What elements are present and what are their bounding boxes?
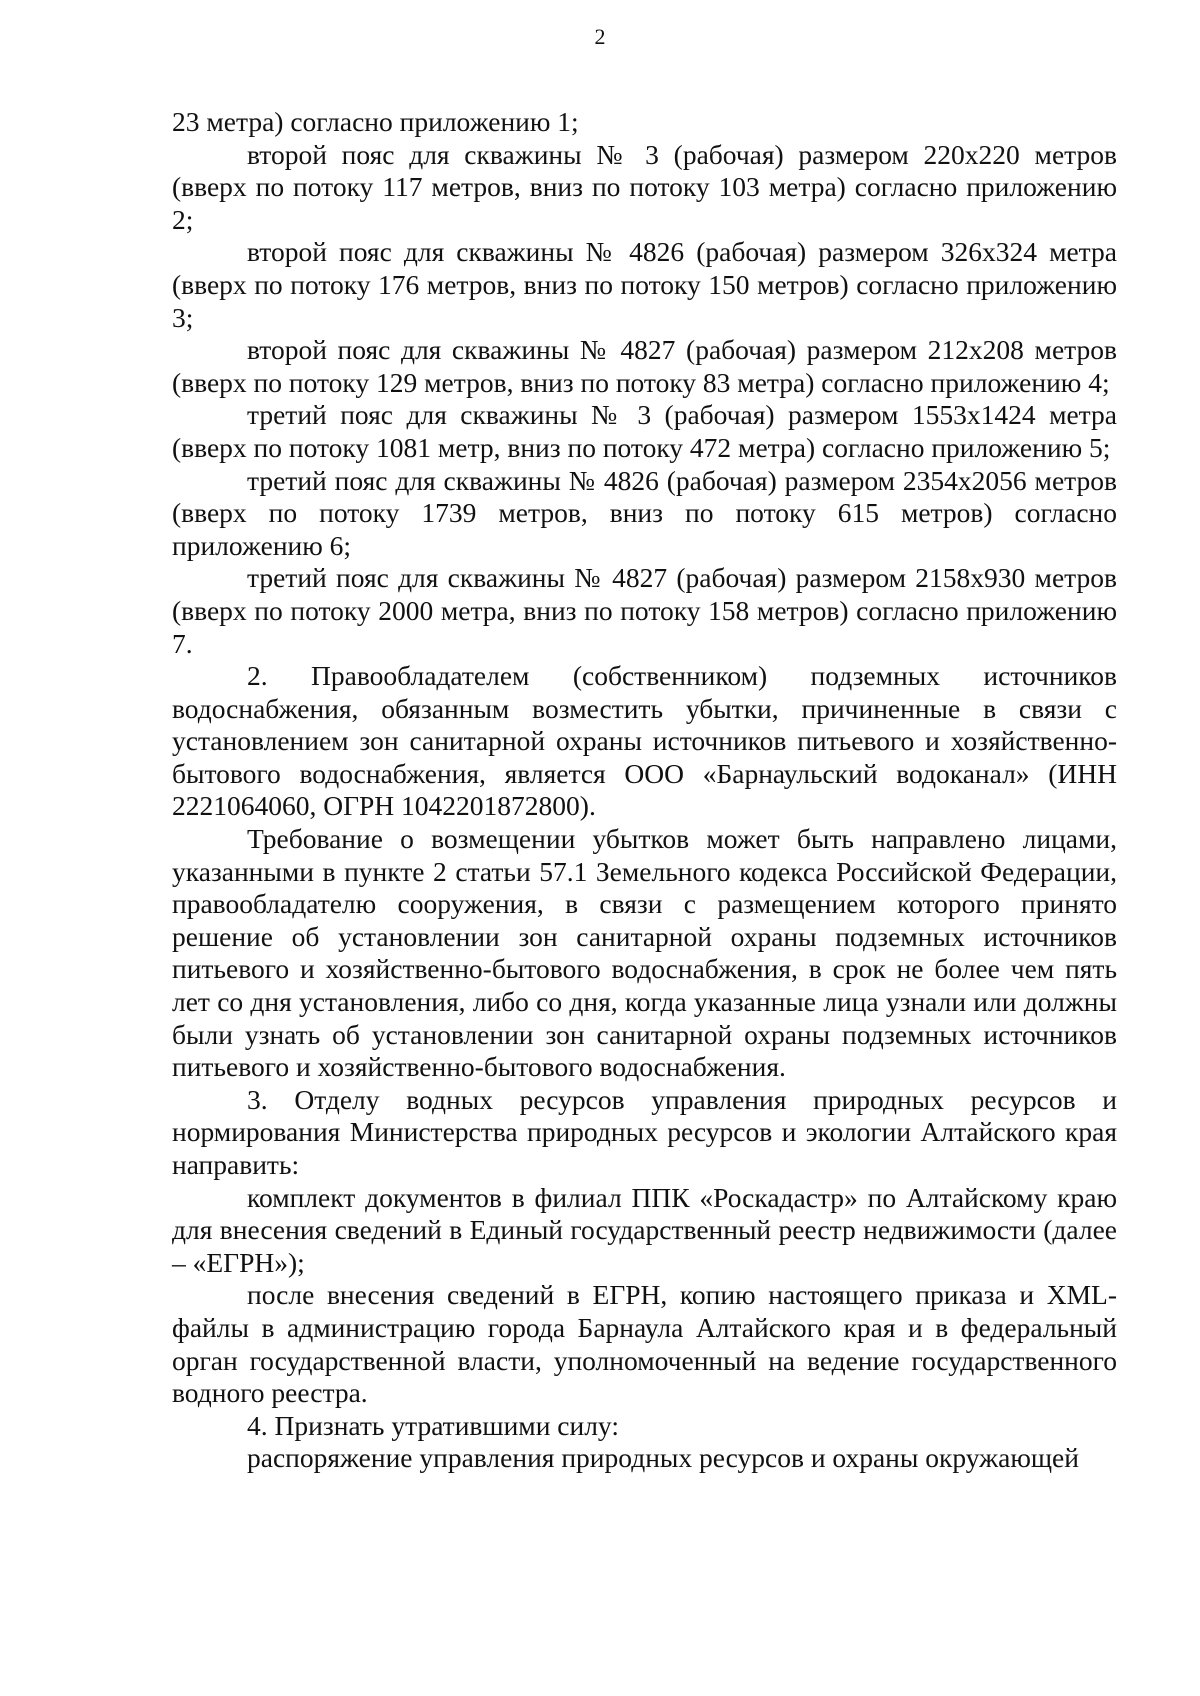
paragraph-zone2-well4826: второй пояс для скважины № 4826 (рабочая) размером 326х324 метра (вверх по потоку 176 метров, вниз по потоку 150 метров) согласно приложению 3; xyxy=(172,236,1117,333)
paragraph-item-3-after-egrn: после внесения сведений в ЕГРН, копию настоящего приказа и XML-файлы в администрацию города Барнаула Алтайского края и в федеральный орган государственной власти, уполномоченный на ведение государственного водного реестра. xyxy=(172,1279,1117,1409)
paragraph-compensation: Требование о возмещении убытков может быть направлено лицами, указанными в пункте 2 статьи 57.1 Земельного кодекса Российской Федерации, правообладателю сооружения, в связи с размещением которого принято решение об установлении зон санитарной охраны подземных источников питьевого и хозяйственно-бытового водоснабжения, в срок не более чем пять лет со дня установления, либо со дня, когда указанные лица узнали или должны были узнать об установлении зон санитарной охраны подземных источников питьевого и хозяйственно-бытового водоснабжения. xyxy=(172,823,1117,1083)
paragraph-item-2: 2. Правообладателем (собственником) подземных источников водоснабжения, обязанным возместить убытки, причиненные в связи с установлением зон санитарной охраны источников питьевого и хозяйственно-бытового водоснабжения, является ООО «Барнаульский водоканал» (ИНН 2221064060, ОГРН 1042201872800). xyxy=(172,660,1117,822)
page-number: 2 xyxy=(594,24,606,49)
paragraph-zone2-well3: второй пояс для скважины № 3 (рабочая) размером 220х220 метров (вверх по потоку 117 метров, вниз по потоку 103 метра) согласно приложению 2; xyxy=(172,138,1117,235)
paragraph-zone3-well3: третий пояс для скважины № 3 (рабочая) размером 1553х1424 метра (вверх по потоку 1081 метр, вниз по потоку 472 метра) согласно приложению 5; xyxy=(172,399,1117,463)
paragraph-continuation: 23 метра) согласно приложению 1; xyxy=(172,106,579,137)
paragraph-item-4-order: распоряжение управления природных ресурсов и охраны окружающей xyxy=(247,1442,1079,1474)
paragraph-item-4: 4. Признать утратившими силу: xyxy=(247,1409,619,1441)
paragraph-item-3: 3. Отделу водных ресурсов управления природных ресурсов и нормирования Министерства природных ресурсов и экологии Алтайского края направить: xyxy=(172,1083,1117,1180)
paragraph-zone2-well4827: второй пояс для скважины № 4827 (рабочая) размером 212х208 метров (вверх по потоку 129 метров, вниз по потоку 83 метра) согласно приложению 4; xyxy=(172,334,1117,398)
paragraph-item-3-documents: комплект документов в филиал ППК «Роскадастр» по Алтайскому краю для внесения сведений в Единый государственный реестр недвижимости (далее – «ЕГРН»); xyxy=(172,1181,1117,1278)
document-body xyxy=(172,106,1117,1475)
paragraph-zone3-well4826: третий пояс для скважины № 4826 (рабочая) размером 2354х2056 метров (вверх по потоку 1739 метров, вниз по потоку 615 метров) согласно приложению 6; xyxy=(172,464,1117,561)
paragraph-zone3-well4827: третий пояс для скважины № 4827 (рабочая) размером 2158х930 метров (вверх по потоку 2000 метра, вниз по потоку 158 метров) согласно приложению 7. xyxy=(172,562,1117,659)
